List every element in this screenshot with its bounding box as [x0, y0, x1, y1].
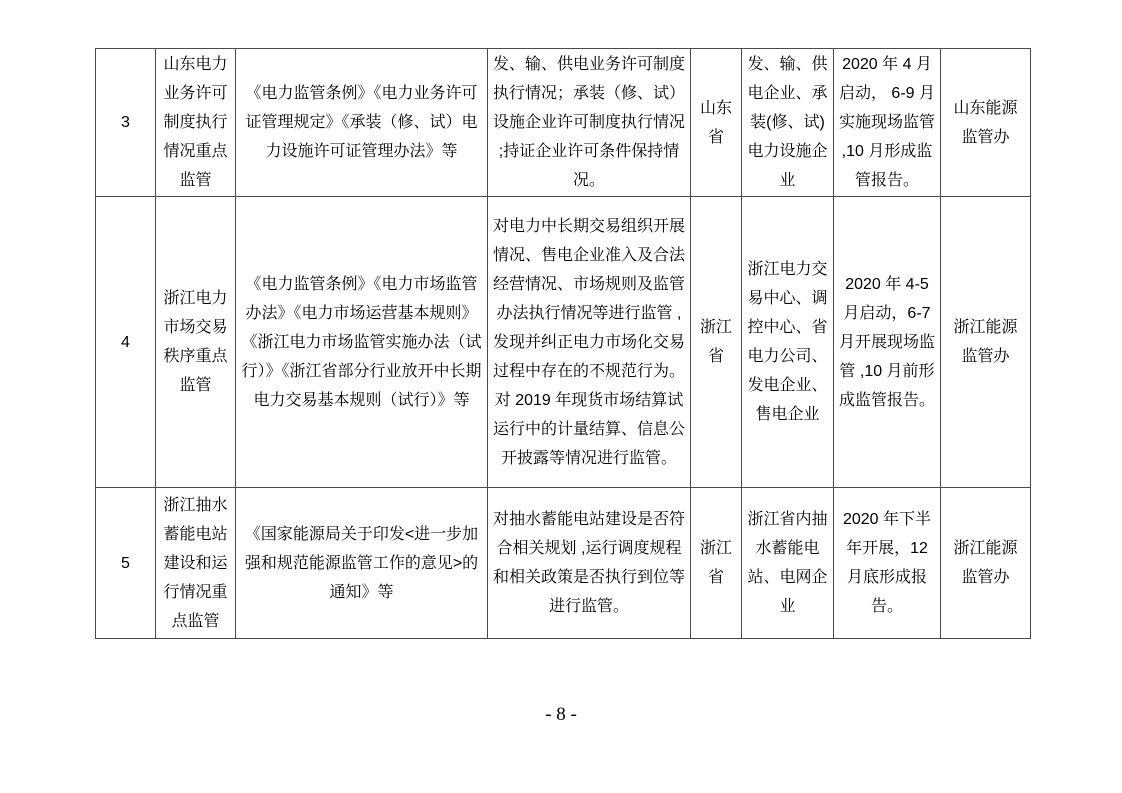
cell-row-no: 4	[96, 197, 156, 488]
cell-responsible-office: 浙江能源监管办	[941, 488, 1031, 639]
cell-supervision-content: 对抽水蓄能电站建设是否符合相关规划 ,运行调度规程和相关政策是否执行到位等进行监管。	[488, 488, 691, 639]
cell-row-no: 5	[96, 488, 156, 639]
cell-legal-basis: 《电力监管条例》《电力业务许可证管理规定》《承装（修、试）电力设施许可证管理办法》等	[236, 49, 488, 197]
cell-responsible-office: 浙江能源监管办	[941, 197, 1031, 488]
cell-legal-basis: 《电力监管条例》《电力市场监管办法》《电力市场运营基本规则》《浙江电力市场监管实施办法（试行）》《浙江省部分行业放开中长期电力交易基本规则（试行）》等	[236, 197, 488, 488]
cell-legal-basis: 《国家能源局关于印发<进一步加强和规范能源监管工作的意见>的通知》等	[236, 488, 488, 639]
page-number: - 8 -	[545, 704, 577, 725]
cell-supervision-content: 发、输、供电业务许可制度执行情况；承装（修、试）设施企业许可制度执行情况 ;持证企业许可条件保持情况。	[488, 49, 691, 197]
cell-schedule: 2020 年下半年开展，12 月底形成报告。	[834, 488, 941, 639]
table-row	[96, 197, 1031, 488]
cell-project-name: 浙江电力市场交易秩序重点监管	[156, 197, 236, 488]
cell-responsible-office: 山东能源监管办	[941, 49, 1031, 197]
cell-project-name: 山东电力业务许可制度执行情况重点监管	[156, 49, 236, 197]
cell-schedule: 2020 年 4-5 月启动，6-7 月开展现场监管 ,10 月前形成监管报告。	[834, 197, 941, 488]
supervision-plan-table	[95, 48, 1031, 639]
table-row	[96, 49, 1031, 197]
cell-supervised-entities: 浙江电力交易中心、调控中心、省电力公司、发电企业、售电企业	[742, 197, 834, 488]
cell-supervised-entities: 发、输、供电企业、承装(修、试)电力设施企业	[742, 49, 834, 197]
cell-schedule: 2020 年 4 月启动， 6-9 月实施现场监管 ,10 月形成监管报告。	[834, 49, 941, 197]
cell-region: 浙江省	[691, 197, 742, 488]
cell-region: 浙江省	[691, 488, 742, 639]
cell-project-name: 浙江抽水蓄能电站建设和运行情况重点监管	[156, 488, 236, 639]
cell-supervision-content: 对电力中长期交易组织开展情况、售电企业准入及合法经营情况、市场规则及监管办法执行情况等进行监管 ,发现并纠正电力市场化交易过程中存在的不规范行为。对 2019 年现货市场结算试运行中的计量结算、信息公开披露等情况进行监管。	[488, 197, 691, 488]
cell-supervised-entities: 浙江省内抽水蓄能电站、电网企业	[742, 488, 834, 639]
cell-row-no: 3	[96, 49, 156, 197]
table-row	[96, 488, 1031, 639]
cell-region: 山东省	[691, 49, 742, 197]
